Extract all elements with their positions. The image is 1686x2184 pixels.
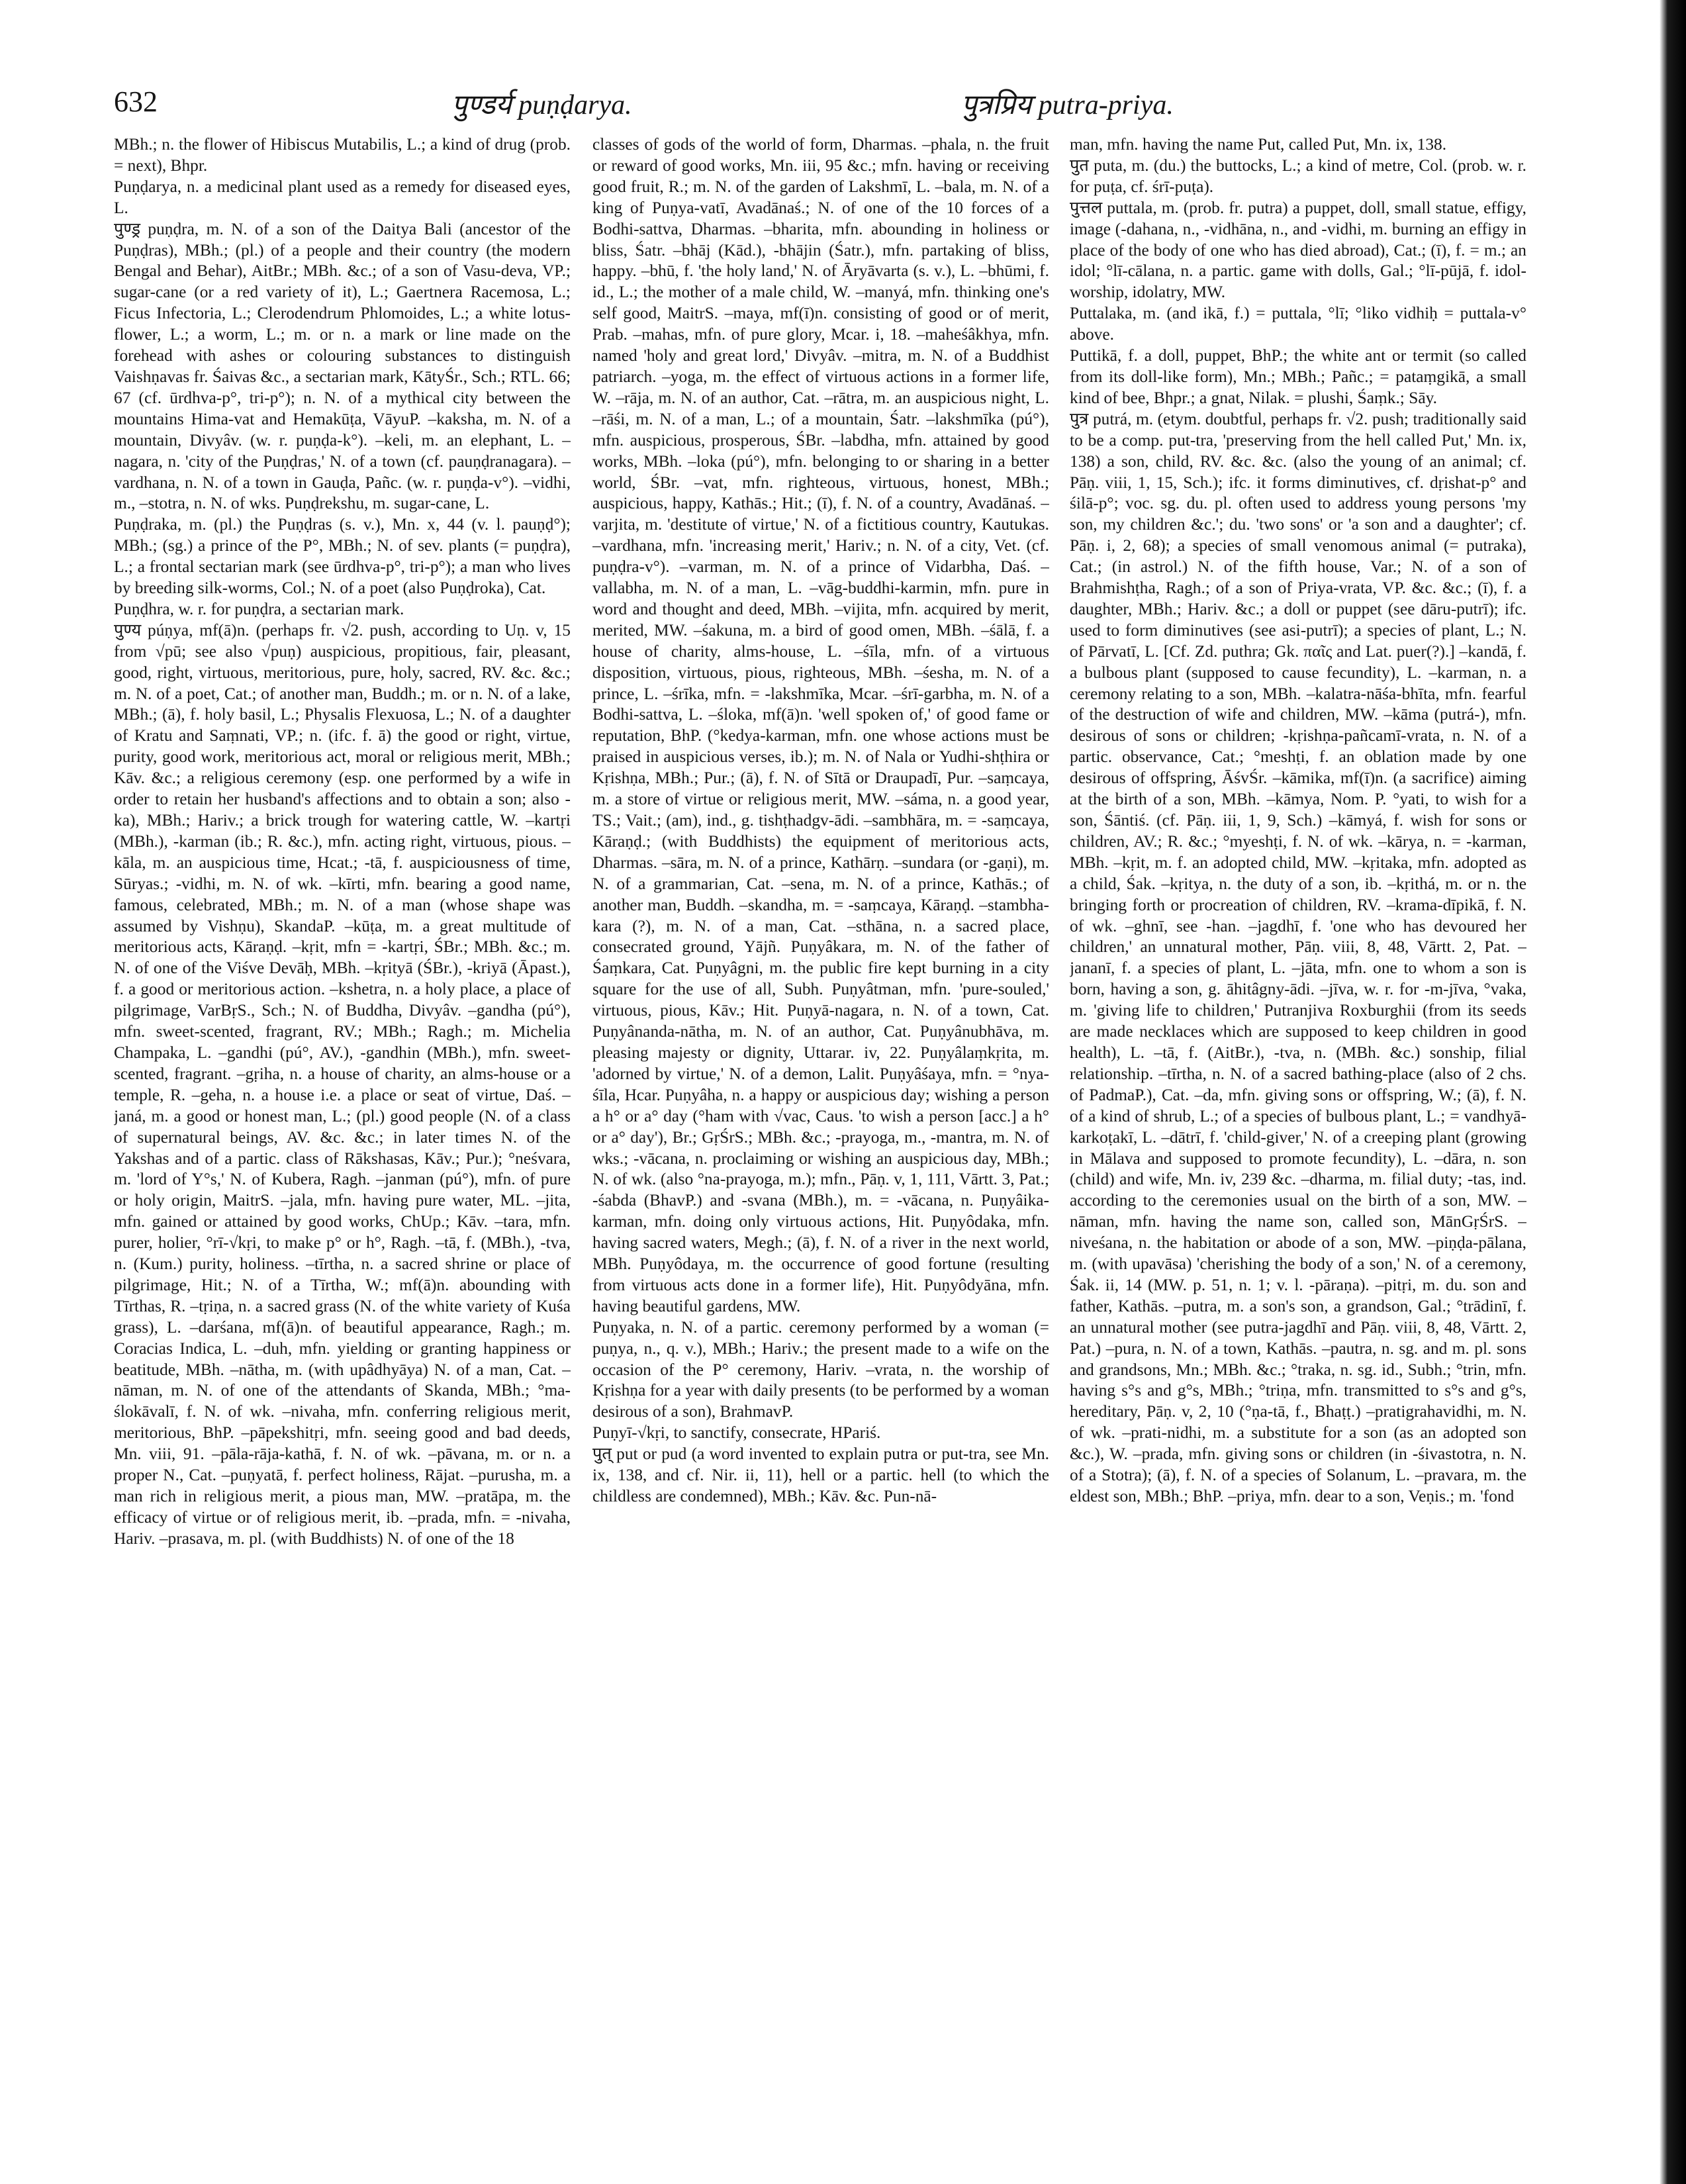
entry-paragraph: Puttikā, f. a doll, puppet, BhP.; the white ant or termit (so called from its doll-like form), Mn.; MBh.; Pañc.; = pataṃgikā, a small kind of bee, Bhpr.; a gnat, Nilak. = plushi, Śaṃk.; Sāy.: [1070, 346, 1526, 407]
entry-paragraph: पुत puta, m. (du.) the buttocks, L.; a kind of metre, Col. (prob. w. r. for puṭa, cf. śrī-puṭa).: [1070, 156, 1526, 196]
entry-paragraph: Puṇḍhra, w. r. for puṇḍra, a sectarian mark.: [114, 599, 404, 618]
page-header: [114, 85, 1530, 131]
entry-paragraph: Puṇḍraka, m. (pl.) the Puṇḍras (s. v.), Mn. x, 44 (v. l. pauṇḍ°); MBh.; (sg.) a prince of the P°, MBh.; N. of sev. plants (= puṇḍra), L.; a frontal sectarian mark (see ūrdhva-p°, tri-p°); a man who lives by breeding silk-worms, Col.; N. of a poet (also Puṇḍroka), Cat.: [114, 515, 571, 598]
column-3: [1070, 134, 1526, 2160]
entry-paragraph: पुत्तल puttala, m. (prob. fr. putra) a puppet, doll, small statue, effigy, image (-dahana, n., -vidhāna, n., and -vidhi, m. burning an effigy in place of the body of one who has died abroad), Cat.; (ī), f. = m.; an idol; °lī-cālana, n. a partic. game with dolls, Gal.; °lī-pūjā, f. idol-worship, idolatry, MW.: [1070, 198, 1526, 302]
entry-paragraph: पुत् put or pud (a word invented to explain putra or put-tra, see Mn. ix, 138, and cf. Nir. ii, 11), hell or a partic. hell (to which the childless are condemned), MBh.; Kāv. &c. Pun-nā-: [592, 1445, 1049, 1505]
entry-paragraph: classes of gods of the world of form, Dharmas. –phala, n. the fruit or reward of good works, Mn. iii, 95 &c.; mfn. having or receiving good fruit, R.; m. N. of the garden of Lakshmī, L. –bala, m. N. of a king of Puṇya-vatī, Avadānaś.; N. of one of the 10 forces of a Bodhi-sattva, Dharmas. –bharita, mfn. abounding in holiness or bliss, Śatr. –bhāj (Kād.), -bhājin (Śatr.), mfn. partaking of bliss, happy. –bhū, f. 'the holy land,' N. of Āryāvarta (s. v.), L. –bhūmi, f. id., L.; the mother of a male child, W. –manyá, mfn. thinking one's self good, MaitrS. –maya, mf(ī)n. consisting of good or of merit, Prab. –mahas, mfn. of pure glory, Mcar. i, 18. –maheśâkhya, mfn. named 'holy and great lord,' Divyâv. –mitra, m. N. of a Buddhist patriarch. –yoga, m. the effect of virtuous actions in a former life, W. –rāja, m. N. of an author, Cat. –rātra, m. an auspicious night, L. –rāśi, m. N. of a man, L.; of a mountain, Śatr. –lakshmīka (pú°), mfn. auspicious, prosperous, ŚBr. –labdha, mfn. attained by good works, MBh. –loka (pú°), mfn. belonging to or sharing in a better world, ŚBr. –vat, mfn. righteous, virtuous, honest, MBh.; auspicious, happy, Kathās.; Hit.; (ī), f. N. of a country, Avadānaś. –varjita, m. 'destitute of virtue,' N. of a fictitious country, Kautukas. –vardhana, mfn. 'increasing merit,' Hariv.; n. N. of a city, Vet. (cf. puṇḍra-v°). –varman, m. N. of a prince of Vidarbha, Daś. –vallabha, m. N. of a man, L. –vāg-buddhi-karmin, mfn. pure in word and thought and deed, MBh. –vijita, mfn. acquired by merit, merited, MW. –śakuna, m. a bird of good omen, MBh. –śālā, f. a house of charity, alms-house, L. –śīla, mfn. of a virtuous disposition, virtuous, pious, righteous, MBh. –śesha, m. N. of a prince, L. –śrīka, mfn. = -lakshmīka, Mcar. –śrī-garbha, m. N. of a Bodhi-sattva, L. –śloka, mf(ā)n. 'well spoken of,' of good fame or reputation, BhP. (°kedya-karman, mfn. one whose actions must be praised in auspicious verses, ib.); m. N. of Nala or Yudhi-shṭhira or Kṛishṇa, MBh.; Pur.; (ā), f. N. of Sītā or Draupadī, Pur. –saṃcaya, m. a store of virtue or religious merit, MW. –sáma, n. a good year, TS.; Vait.; (am), ind., g. tishṭhadgv-ādi. –sambhāra, m. = -saṃcaya, Kāraṇḍ.; (with Buddhists) the equipment of meritorious acts, Dharmas. –sāra, m. N. of a prince, Kathārṇ. –sundara (or -gaṇi), m. N. of a grammarian, Cat. –sena, m. N. of a prince, Kathās.; of another man, Buddh. –skandha, m. = -saṃcaya, Kāraṇḍ. –stambha-kara (?), m. N. of a man, Cat. –sthāna, n. a sacred place, consecrated ground, Yājñ. Puṇyâkara, m. N. of the father of Śaṃkara, Cat. Puṇyâgni, m. the public fire kept burning in a city square for the use of all, Subh. Puṇyâtman, mfn. 'pure-souled,' virtuous, pious, Kāv.; Hit. Puṇyā-nagara, n. N. of a town, Cat. Puṇyânanda-nātha, m. N. of an author, Cat. Puṇyânubhāva, m. pleasing majesty or dignity, Uttarar. iv, 22. Puṇyâlaṃkṛita, m. 'adorned by virtue,' N. of a demon, Lalit. Puṇyâśaya, mfn. = °nya-śīla, Hcar. Puṇyâha, n. a happy or auspicious day; wishing a person a h° or a° day (°ham with √vac, Caus. 'to wish a person [acc.] a h° or a° day'), Br.; GṛŚrS.; MBh. &c.; -prayoga, m., -mantra, m. N. of wks.; -vācana, n. proclaiming or wishing an auspicious day, MBh.; N. of wk. (also °na-prayoga, m.); mfn., Pāṇ. v, 1, 111, Vārtt. 3, Pat.; -śabda (BhavP.) and -svana (MBh.), m. = -vācana, n. Puṇyâika-karman, mfn. doing only virtuous actions, Hit. Puṇyôdaka, mfn. having sacred waters, Megh.; (ā), f. N. of a river in the next world, MBh. Puṇyôdaya, m. the occurrence of good fortune (resulting from virtuous acts done in a former life), Hit. Puṇyôdyāna, mfn. having beautiful gardens, MW.: [592, 135, 1049, 1315]
entry-paragraph: पुण्ड्र puṇḍra, m. N. of a son of the Daitya Bali (ancestor of the Puṇḍras), MBh.; (pl.) of a people and their country (the modern Bengal and Behar), AitBr.; MBh. &c.; of a son of Vasu-deva, VP.; sugar-cane (or a red variety of it), L.; Gaertnera Racemosa, L.; Ficus Infectoria, L.; Clerodendrum Phlomoides, L.; a white lotus-flower, L.; a worm, L.; m. or n. a mark or line made on the forehead with ashes or colouring substances to distinguish Vaishṇavas fr. Śaivas &c., a sectarian mark, KātyŚr., Sch.; RTL. 66; 67 (cf. ūrdhva-p°, tri-p°); n. N. of a mythical city between the mountains Hima-vat and Hemakūṭa, VāyuP. –kaksha, m. N. of a mountain, Divyâv. (w. r. puṇḍa-k°). –keli, m. an elephant, L. –nagara, n. 'city of the Puṇḍras,' N. of a town (cf. pauṇḍranagara). –vardhana, n. N. of a town in Gauḍa, Pañc. (w. r. puṇḍa-v°). –vidhi, m., –stotra, n. N. of wks. Puṇḍrekshu, m. sugar-cane, L.: [114, 219, 571, 513]
entry-paragraph: पुण्य púṇya, mf(ā)n. (perhaps fr. √2. push, according to Uṇ. v, 15 from √pū; see also √puṇ) auspicious, propitious, fair, pleasant, good, right, virtuous, meritorious, pure, holy, sacred, RV. &c. &c.; m. N. of a poet, Cat.; of another man, Buddh.; m. or n. N. of a lake, MBh.; (ā), f. holy basil, L.; Physalis Flexuosa, L.; N. of a daughter of Kratu and Saṃnati, VP.; n. (ifc. f. ā) the good or right, virtue, purity, good work, meritorious act, moral or religious merit, MBh.; Kāv. &c.; a religious ceremony (esp. one performed by a wife in order to retain her husband's affections and to obtain a son; also -ka), MBh.; Hariv.; a brick trough for watering cattle, W. –kartṛi (MBh.), -karman (ib.; R. &c.), mfn. acting right, virtuous, pious. –kāla, m. an auspicious time, Hcat.; -tā, f. auspiciousness of time, Sūryas.; -vidhi, m. N. of wk. –kīrti, mfn. bearing a good name, famous, celebrated, MBh.; m. N. of a man (whose shape was assumed by Vishṇu), SkandaP. –kūṭa, m. a great multitude of meritorious acts, Kāraṇḍ. –kṛit, mfn = -kartṛi, ŚBr.; MBh. &c.; m. N. of one of the Viśve Devāḥ, MBh. –kṛityā (ŚBr.), -kriyā (Āpast.), f. a good or meritorious action. –kshetra, n. a holy place, a place of pilgrimage, VarBṛS., Sch.; N. of Buddha, Divyâv. –gandha (pú°), mfn. sweet-scented, fragrant, RV.; MBh.; Ragh.; m. Michelia Champaka, L. –gandhi (pú°, AV.), -gandhin (MBh.), mfn. sweet-scented, fragrant. –gṛiha, n. a house of charity, an alms-house or a temple, R. –geha, n. a house i.e. a place or seat of virtue, Daś. –janá, m. a good or honest man, L.; (pl.) good people (N. of a class of supernatural beings, AV. &c. &c.; in later times N. of the Yakshas and of a partic. class of Rākshasas, Kāv.; Pur.); °neśvara, m. 'lord of Y°s,' N. of Kubera, Ragh. –janman (pú°), mfn. of pure or holy origin, MaitrS. –jala, mfn. having pure water, ML. –jita, mfn. gained or attained by good works, ChUp.; Kāv. –tara, mfn. purer, holier, °rī-√kṛi, to make p° or h°, Ragh. –tā, f. (MBh.), -tva, n. (Kum.) purity, holiness. –tīrtha, n. a sacred shrine or place of pilgrimage, Hit.; N. of a Tīrtha, W.; mf(ā)n. abounding with Tīrthas, R. –tṛiṇa, n. a sacred grass (N. of the white variety of Kuśa grass), L. –darśana, mf(ā)n. of beautiful appearance, Ragh.; m. Coracias Indica, L. –duh, mfn. yielding or granting happiness or beatitude, MBh. –nātha, m. (with upâdhyāya) N. of a man, Cat. –nāman, m. N. of one of the attendants of Skanda, MBh.; °ma-ślokāvalī, f. N. of wk. –nivaha, mfn. conferring religious merit, meritorious, BhP. –pāpekshitṛi, mfn. seeing good and bad deeds, Mn. viii, 91. –pāla-rāja-kathā, f. N. of wk. –pāvana, m. or n. a proper N., Cat. –puṇyatā, f. perfect holiness, Rājat. –purusha, m. a man rich in religious merit, a pious man, MW. –pratāpa, m. the efficacy of virtue or of religious merit, ib. –prada, mfn. = -nivaha, Hariv. –prasava, m. pl. (with Buddhists) N. of one of the 18: [114, 620, 571, 1548]
header-right-guideword: पुत्रप्रिय putra-priya.: [961, 90, 1174, 120]
column-1: [114, 134, 571, 2160]
entry-paragraph: Puṇyaka, n. N. of a partic. ceremony performed by a woman (= puṇya, n., q. v.), MBh.; Hariv.; the present made to a wife on the occasion of the P° ceremony, Hariv. –vrata, n. the worship of Kṛishṇa for a year with daily presents (to be performed by a woman desirous of a son), BrahmavP.: [592, 1317, 1049, 1421]
header-left-guideword: पुण्डर्य puṇḍarya.: [451, 90, 632, 120]
entry-paragraph: Puṇyī-√kṛi, to sanctify, consecrate, HPariś.: [592, 1423, 881, 1443]
page-edge-shadow: [1660, 0, 1686, 2184]
page-number: 632: [114, 85, 158, 118]
entry-paragraph: man, mfn. having the name Put, called Put, Mn. ix, 138.: [1070, 135, 1447, 154]
column-2: [592, 134, 1049, 2160]
entry-paragraph: Puṇḍarya, n. a medicinal plant used as a remedy for diseased eyes, L.: [114, 177, 571, 217]
entry-paragraph: Puttalaka, m. (and ikā, f.) = puttala, °lī; °liko vidhiḥ = puttala-v° above.: [1070, 304, 1526, 344]
entry-paragraph: MBh.; n. the flower of Hibiscus Mutabilis, L.; a kind of drug (prob. = next), Bhpr.: [114, 135, 571, 175]
entry-paragraph: पुत्र putrá, m. (etym. doubtful, perhaps fr. √2. push; traditionally said to be a comp. put-tra, 'preserving from the hell called Put,' Mn. ix, 138) a son, child, RV. &c. &c. (also the young of an animal; cf. Pāṇ. viii, 1, 15, Sch.); ifc. it forms diminutives, cf. dṛishat-p° and śilā-p°; voc. sg. du. pl. often used to address young persons 'my son, my children &c.'; du. 'two sons' or 'a son and a daughter'; cf. Pāṇ. i, 2, 68); a species of small venomous animal (= putraka), Cat.; (in astrol.) N. of the fifth house, Var.; N. of a son of Brahmishṭha, Ragh.; of a son of Priya-vrata, VP. &c. &c.; (ī), f. a daughter, MBh.; Hariv. &c.; a doll or puppet (see dāru-putrī); ifc. used to form diminutives (see asi-putrī); a species of plant, L.; N. of Pārvatī, L. [Cf. Zd. puthra; Gk. παῖς and Lat. puer(?).] –kandā, f. a bulbous plant (supposed to cause fecundity), L. –karman, n. a ceremony relating to a son, MBh. –kalatra-nāśa-bhīta, mfn. fearful of the destruction of wife and children, MW. –kāma (putrá-), mfn. desirous of sons or children; -kṛishṇa-pañcamī-vrata, n. N. of a partic. observance, Cat.; °meshṭi, f. an oblation made by one desirous of offspring, ĀśvŚr. –kāmika, mf(ī)n. (a sacrifice) aiming at the birth of a son, MBh. –kāmya, Nom. P. °yati, to wish for a son, Śāntiś. (cf. Pāṇ. iii, 1, 9, Sch.) –kāmyá, f. wish for sons or children, AV.; R. &c.; °myeshṭi, f. N. of wk. –kārya, n. = -karman, MBh. –kṛit, m. f. an adopted child, MW. –kṛitaka, mfn. adopted as a child, Śak. –kṛitya, n. the duty of a son, ib. –kṛithá, m. or n. the bringing forth or procreation of children, RV. –krama-dīpikā, f. N. of wk. –ghnī, see -han. –jagdhī, f. 'one who has devoured her children,' an unnatural mother, Pāṇ. viii, 8, 48, Vārtt. 2, Pat. –jananī, f. a species of plant, L. –jāta, mfn. one to whom a son is born, having a son, g. āhitâgny-ādi. –jīva, w. r. for -m-jīva, °vaka, m. 'giving life to children,' Putranjiva Roxburghii (from its seeds are made necklaces which are supposed to keep children in good health), L. –tā, f. (AitBr.), -tva, n. (MBh. &c.) sonship, filial relationship. –tīrtha, n. N. of a sacred bathing-place (also of 2 chs. of PadmaP.), Cat. –da, mfn. giving sons or offspring, W.; (ā), f. N. of a kind of shrub, L.; of a species of bulbous plant, L.; = vandhyā-karkoṭakī, L. –dātrī, f. 'child-giver,' N. of a creeping plant (growing in Mālava and supposed to promote fecundity), L. –dāra, n. son (child) and wife, Mn. iv, 239 &c. –dharma, m. filial duty; -tas, ind. according to the ceremonies usual on the birth of a son, MW. –nāman, mfn. having the name son, called son, MānGṛŚrS. –niveśana, n. the habitation or abode of a son, MW. –piṇḍa-pālana, m. (with upavāsa) 'cherishing the body of a son,' N. of a ceremony, Śak. ii, 14 (MW. p. 51, n. 1; v. l. -pāraṇa). –pitṛi, m. du. son and father, Kathās. –putra, m. a son's son, a grandson, Gal.; °trādinī, f. an unnatural mother (see putra-jagdhī and Pāṇ. viii, 8, 48, Vārtt. 2, Pat.) –pura, n. N. of a town, Kathās. –pautra, n. sg. and m. pl. sons and grandsons, Mn.; MBh. &c.; °traka, n. sg. id., Subh.; °trin, mfn. having s°s and g°s, MBh.; °triṇa, mfn. transmitted to s°s and g°s, hereditary, Pāṇ. v, 2, 10 (°ṇa-tā, f., Bhaṭṭ.) –pratigrahavidhi, m. N. of wk. –prati-nidhi, m. a substitute for a son (as an adopted son &c.), W. –prada, mfn. giving sons or children (in -śivastotra, n. N. of a Stotra); (ā), f. N. of a species of Solanum, L. –pravara, m. the eldest son, MBh.; BhP. –priya, mfn. dear to a son, Veṇis.; m. 'fond: [1070, 409, 1526, 1505]
